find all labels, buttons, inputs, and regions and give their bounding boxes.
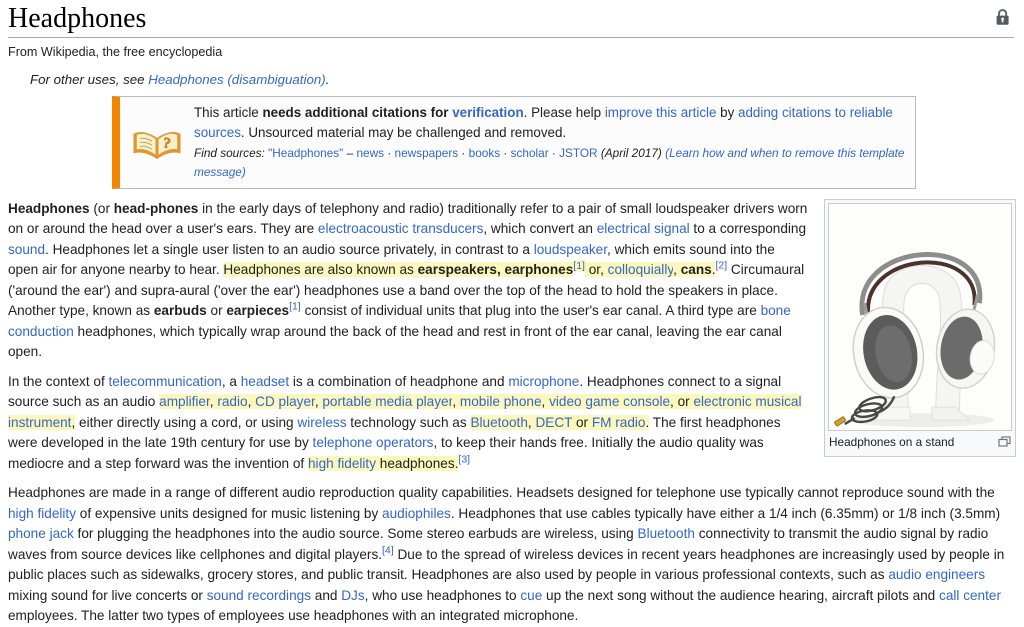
text-span: . Headphones let a single user listen to an audio source privately, in contrast to a bbox=[45, 241, 534, 257]
text-span: , or bbox=[670, 394, 694, 410]
text-span: · bbox=[548, 146, 560, 161]
wiki-link[interactable]: headset bbox=[240, 373, 290, 389]
banner-message bbox=[194, 103, 905, 143]
text-span: or bbox=[572, 414, 592, 430]
text-span: either directly using a cord, or using bbox=[75, 414, 298, 430]
headphones-photo[interactable] bbox=[828, 203, 1012, 431]
text-span: . bbox=[711, 262, 716, 278]
text-span: , bbox=[71, 414, 76, 430]
text-span: In the context of bbox=[8, 373, 109, 389]
text-span: mixing sound for live concerts or bbox=[8, 587, 207, 603]
wiki-link[interactable]: phone jack bbox=[8, 526, 74, 542]
wiki-link[interactable]: (Learn how and when to remove this template message) bbox=[194, 146, 905, 179]
text-span: This article bbox=[194, 104, 263, 120]
wiki-link[interactable]: electroacoustic transducers bbox=[317, 221, 484, 237]
paragraph-3 bbox=[8, 483, 1016, 627]
site-subtitle: From Wikipedia, the free encyclopedia bbox=[8, 44, 223, 59]
wiki-link[interactable]: cue bbox=[520, 587, 543, 603]
banner-find-sources bbox=[194, 144, 905, 182]
text-span: earpieces bbox=[226, 303, 290, 319]
wiki-link[interactable]: video game console bbox=[549, 394, 671, 410]
wiki-link[interactable]: loudspeaker bbox=[533, 241, 608, 257]
text-span: , bbox=[452, 394, 460, 410]
reference-link[interactable]: [1] bbox=[289, 300, 301, 313]
wiki-link[interactable]: FM radio bbox=[591, 414, 646, 430]
text-span: . Headphones connect to a signal source such as an audio bbox=[8, 373, 782, 410]
article-header bbox=[8, 0, 1014, 38]
wiki-link[interactable]: portable media player bbox=[322, 394, 453, 410]
text-span: is a combination of headphone and bbox=[289, 373, 509, 389]
text-span: in the early days of telephony and radio) traditionally refer to a pair of small loudspeaker drivers worn on or around the head over a user's ears. They are bbox=[8, 200, 808, 237]
text-span: . Unsourced material may be challenged and removed. bbox=[240, 124, 567, 140]
text-span: . bbox=[645, 414, 650, 430]
text-span: to a corresponding bbox=[689, 221, 807, 237]
wiki-link[interactable]: DECT bbox=[535, 414, 573, 430]
text-span: earspeakers, earphones bbox=[417, 262, 574, 278]
text-span: or, bbox=[584, 262, 608, 278]
text-span: Find sources: bbox=[194, 146, 269, 161]
thumbnail-caption: Headphones on a stand bbox=[829, 434, 955, 449]
wiki-link[interactable]: news bbox=[356, 146, 385, 161]
wiki-link[interactable]: JSTOR bbox=[559, 146, 598, 161]
wiki-link[interactable]: radio bbox=[217, 394, 248, 410]
wiki-link[interactable]: Bluetooth bbox=[470, 414, 528, 430]
text-span: for plugging the headphones into the audio source. Some stereo earbuds are wireless, using bbox=[73, 526, 638, 542]
text-span: The first headphones were developed in the late 19th century for use by bbox=[8, 414, 781, 451]
text-span: . Headphones that use cables typically have either a 1/4 inch (6.35mm) or 1/8 inch (3.5mm) bbox=[450, 505, 1001, 521]
wiki-link[interactable]: improve this article bbox=[604, 104, 717, 120]
wiki-link[interactable]: amplifier bbox=[159, 394, 210, 410]
text-span: up the next song without the audience hearing, aircraft pilots and bbox=[542, 587, 940, 603]
text-span: · bbox=[384, 146, 395, 161]
wiki-link[interactable]: telephone operators bbox=[312, 435, 434, 451]
text-span: , to keep their hands free. Initially the audio quality was mediocre and a step forward was the invention of bbox=[8, 435, 764, 471]
text-span: , who use headphones to bbox=[364, 587, 521, 603]
text-span: needs additional citations for bbox=[262, 104, 453, 120]
wiki-link[interactable]: "Headphones" bbox=[268, 146, 344, 161]
wiki-link[interactable]: adding citations to reliable sources bbox=[194, 104, 893, 140]
wiki-link[interactable]: bone conduction bbox=[8, 303, 791, 339]
question-book-icon bbox=[120, 121, 194, 163]
text-span: head-phones bbox=[113, 200, 199, 216]
wiki-link[interactable]: high fidelity bbox=[8, 505, 77, 521]
wiki-link[interactable]: verification bbox=[452, 104, 524, 120]
text-span: For other uses, see bbox=[30, 71, 149, 87]
text-span: Headphones bbox=[8, 200, 90, 216]
text-span: , bbox=[527, 414, 536, 430]
text-span: or bbox=[206, 303, 227, 319]
enlarge-icon[interactable] bbox=[998, 436, 1011, 452]
text-span: . bbox=[325, 71, 330, 87]
reference-link[interactable]: [2] bbox=[715, 259, 728, 272]
text-span: of expensive units designed for music listening by bbox=[76, 505, 383, 521]
wiki-link[interactable]: sound recordings bbox=[206, 587, 311, 603]
text-span: headphones, which typically wrap around the back of the head and rest in front of the ear canal, leaving the ear canal open. bbox=[8, 323, 782, 360]
text-span: headphones. bbox=[376, 455, 459, 471]
wiki-link[interactable]: mobile phone bbox=[459, 394, 542, 410]
svg-text:?: ? bbox=[162, 135, 172, 153]
text-span: (or bbox=[89, 200, 114, 216]
wiki-link[interactable]: scholar bbox=[510, 146, 549, 161]
text-span: , a bbox=[221, 373, 241, 389]
text-span: , bbox=[673, 262, 681, 278]
wiki-link[interactable]: audio engineers bbox=[888, 567, 986, 583]
wiki-link[interactable]: newspapers bbox=[394, 146, 459, 161]
wiki-link[interactable]: Bluetooth bbox=[637, 526, 695, 542]
wiki-link[interactable]: telecommunication bbox=[108, 373, 222, 389]
text-span: , bbox=[541, 394, 550, 410]
text-span: cans bbox=[680, 262, 712, 278]
text-span: . Please help bbox=[523, 104, 605, 120]
article-body bbox=[8, 199, 1016, 627]
text-span: , bbox=[247, 394, 256, 410]
reference-link[interactable]: [1] bbox=[573, 259, 585, 272]
text-span: consist of individual units that plug into the user's ear canal. A third type are bbox=[300, 303, 761, 319]
text-span: connectivity to transmit the audio signal by radio waves from source devices like cellphones and digital players. bbox=[8, 526, 989, 562]
text-span: Circumaural ('around the ear') and supra-aural ('over the ear') headphones use a band over the top of the head to hold the speakers in place. Another type, known as bbox=[8, 262, 805, 319]
wiki-link[interactable]: microphone bbox=[508, 373, 580, 389]
article-thumbnail[interactable] bbox=[824, 199, 1016, 457]
wiki-link[interactable]: electronic musical instrument bbox=[8, 394, 802, 430]
text-span: employees. The latter two types of employees use headphones with an integrated microphone. bbox=[8, 608, 579, 624]
text-span: Headphones are made in a range of different audio reproduction quality capabilities. Headsets designed for telephone use typically cannot reproduce sound with the bbox=[8, 485, 995, 501]
wiki-link[interactable]: CD player bbox=[255, 394, 315, 410]
text-span: , bbox=[209, 394, 218, 410]
wiki-link[interactable]: DJs bbox=[341, 587, 365, 603]
reference-link[interactable]: [4] bbox=[382, 544, 394, 557]
wiki-link[interactable]: audiophiles bbox=[382, 505, 451, 521]
text-span: earbuds bbox=[153, 303, 207, 319]
text-span: , which emits sound into the open air for anyone nearby to hear. bbox=[8, 241, 775, 278]
text-span: Due to the spread of wireless devices in recent years headphones are increasingly used by people in public places such as sidewalks, grocery stores, and public transit. Headphones are also used by people in various professional contexts, such as bbox=[8, 546, 1005, 583]
hatnote bbox=[30, 72, 1024, 87]
page-protection-lock-icon[interactable] bbox=[995, 8, 1010, 29]
wiki-link[interactable]: books bbox=[468, 146, 501, 161]
text-span: by bbox=[716, 104, 739, 120]
wiki-link[interactable]: sound bbox=[8, 241, 46, 257]
wiki-link[interactable]: high fidelity bbox=[308, 455, 377, 471]
wiki-link[interactable]: electrical signal bbox=[596, 221, 690, 237]
text-span: (April 2017) bbox=[600, 146, 666, 161]
thumbnail-caption-row bbox=[828, 431, 1012, 453]
text-span: , bbox=[314, 394, 323, 410]
citation-needed-banner bbox=[112, 96, 916, 189]
text-span: Headphones are also known as bbox=[223, 262, 418, 278]
text-span: and bbox=[311, 587, 342, 603]
wiki-link[interactable]: Headphones (disambiguation) bbox=[148, 71, 326, 87]
text-span: , which convert an bbox=[483, 221, 597, 237]
wiki-link[interactable]: call center bbox=[939, 587, 1001, 603]
text-span: – bbox=[343, 146, 357, 161]
reference-link[interactable]: [3] bbox=[458, 453, 471, 466]
text-span: · bbox=[458, 146, 469, 161]
text-span: · bbox=[500, 146, 511, 161]
text-span: technology such as bbox=[346, 414, 471, 430]
wiki-link[interactable]: wireless bbox=[297, 414, 347, 430]
wiki-link[interactable]: colloquially bbox=[607, 262, 674, 278]
banner-text bbox=[194, 103, 905, 182]
page-title: Headphones bbox=[8, 3, 147, 34]
